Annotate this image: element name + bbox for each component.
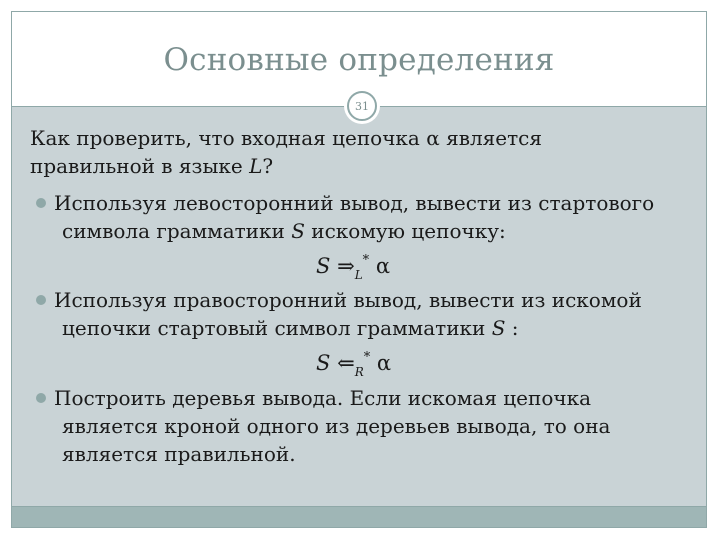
formula-1-subscript: L <box>354 268 363 282</box>
bullet-1-start-symbol: S <box>291 219 305 243</box>
bullet-2-line-2-text: цепочки стартовый символ грамматики <box>62 316 492 340</box>
formula-rightmost-derivation <box>316 349 391 381</box>
intro-line-2-suffix: ? <box>262 154 274 178</box>
formula-1-superscript: * <box>362 253 370 268</box>
footer-bar <box>12 506 706 527</box>
formula-2-rhs: α <box>376 351 392 375</box>
intro-line-2 <box>30 152 273 180</box>
bullet-icon <box>36 198 46 208</box>
double-arrow-right-icon: ⇒ <box>337 254 355 278</box>
bullet-icon <box>36 393 46 403</box>
bullet-1-line-2-suffix: искомую цепочку: <box>304 219 506 243</box>
formula-1-rhs: α <box>375 254 391 278</box>
bullet-1-line-1: Используя левосторонний вывод, вывести из стартового <box>54 191 655 215</box>
formula-leftmost-derivation <box>316 252 390 284</box>
bullet-1-line-2-text: символа грамматики <box>62 219 292 243</box>
bullet-icon <box>36 295 46 305</box>
bullet-2-line-2 <box>62 314 519 342</box>
double-arrow-left-icon: ⇐ <box>337 351 355 375</box>
bullet-1-line-2 <box>62 217 506 245</box>
bullet-3-line-3: является правильной. <box>62 442 296 466</box>
page-number-badge: 31 <box>347 91 377 121</box>
bullet-2-line-2-suffix: : <box>505 316 519 340</box>
bullet-2-start-symbol: S <box>491 316 506 340</box>
formula-1-lhs: S <box>316 254 331 278</box>
intro-line-1: Как проверить, что входная цепочка α является <box>30 126 542 150</box>
formula-2-subscript: R <box>354 365 364 379</box>
bullet-2-line-1: Используя правосторонний вывод, вывести из искомой <box>54 288 642 312</box>
slide-title: Основные определения <box>163 42 555 78</box>
formula-2-superscript: * <box>363 350 371 365</box>
bullet-3-line-1: Построить деревья вывода. Если искомая цепочка <box>54 386 592 410</box>
intro-language-var: L <box>249 154 263 178</box>
bullet-3-line-2: является кроной одного из деревьев вывода, то она <box>62 414 611 438</box>
formula-2-lhs: S <box>316 351 331 375</box>
intro-line-2-text: правильной в языке <box>30 154 250 178</box>
